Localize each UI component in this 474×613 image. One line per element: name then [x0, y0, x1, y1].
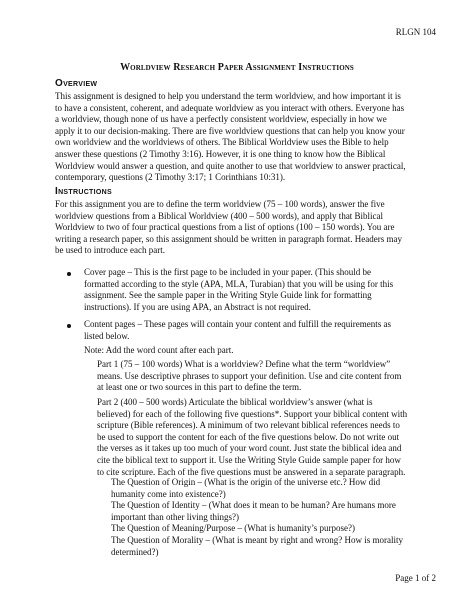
instructions-heading: Instructions: [55, 186, 112, 197]
bullet-dot-icon: [67, 324, 71, 328]
part-1-text: Part 1 (75 – 100 words) What is a worldview? Define what the term “worldview” means. Use descriptive phrases to support your definition. Use and cite content from at least one or two sources in this part to define the term.: [97, 359, 402, 393]
overview-heading: Overview: [55, 78, 98, 89]
overview-paragraph: This assignment is designed to help you understand the term worldview, and how important it is to have a consistent, coherent, and adequate worldview as you interact with others. Everyone has a worldview, though none of us have a perfectly consistent worldview, especially in how we apply it to our decision-making. There are five worldview questions that can help you know your own worldview and the worldviews of others. The Biblical Worldview uses the Bible to help answer these questions (2 Timothy 3:16). However, it is one thing to know how the Biblical Worldview would answer a question, and quite another to use that worldview to answer practical, contemporary, questions (2 Timothy 3:17; 1 Corinthians 10:31).: [55, 91, 406, 183]
page-title: [0, 62, 474, 73]
page-number: Page 1 of 2: [395, 573, 436, 583]
bullet-dot-icon: [67, 272, 71, 276]
title-text: Worldview Research Paper Assignment Instructions: [120, 62, 354, 73]
five-questions-list: The Question of Origin – (What is the origin of the universe etc.? How did humanity come into existence?) The Question of Identity – (What does it mean to be human? Are humans more important than other living things?) The Question of Meaning/Purpose – (What is humanity’s purpose?) The Question of Morality – (What is meant by right and wrong? How is morality determined?): [111, 477, 403, 557]
part-2-text: Part 2 (400 – 500 words) Articulate the biblical worldview’s answer (what is believed) for each of the following five questions*. Support your biblical content with scripture (Bible references). A minimum of two relevant biblical references needs to be used to support the content for each of the five questions below. Do not write out the verses as it takes up too much of your word count. Just state the biblical idea and cite the biblical text to support it. Use the Writing Style Guide sample paper for how to cite scripture. Each of the five questions must be answered in a separate paragraph.: [97, 397, 408, 477]
bullet-content-pages: Content pages – These pages will contain your content and fulfill the requirements as listed below.: [84, 319, 392, 341]
bullet-cover-page: Cover page – This is the first page to be included in your paper. (This should be formatted according to the style (APA, MLA, Turabian) that you will be using for this assignment. See the sample paper in the Writing Style Guide link for formatting instructions). If you are using APA, an Abstract is not required.: [84, 267, 394, 312]
instructions-paragraph: For this assignment you are to define the term worldview (75 – 100 words), answer the five worldview questions from a Biblical Worldview (400 – 500 words), and apply that Biblical Worldview to two of four practical questions from a list of options (100 – 150 words). You are writing a research paper, so this assignment should be written in paragraph format. Headers may be used to introduce each part.: [55, 199, 403, 256]
course-code: RLGN 104: [395, 27, 436, 37]
word-count-note: Note: Add the word count after each part.: [84, 345, 234, 355]
